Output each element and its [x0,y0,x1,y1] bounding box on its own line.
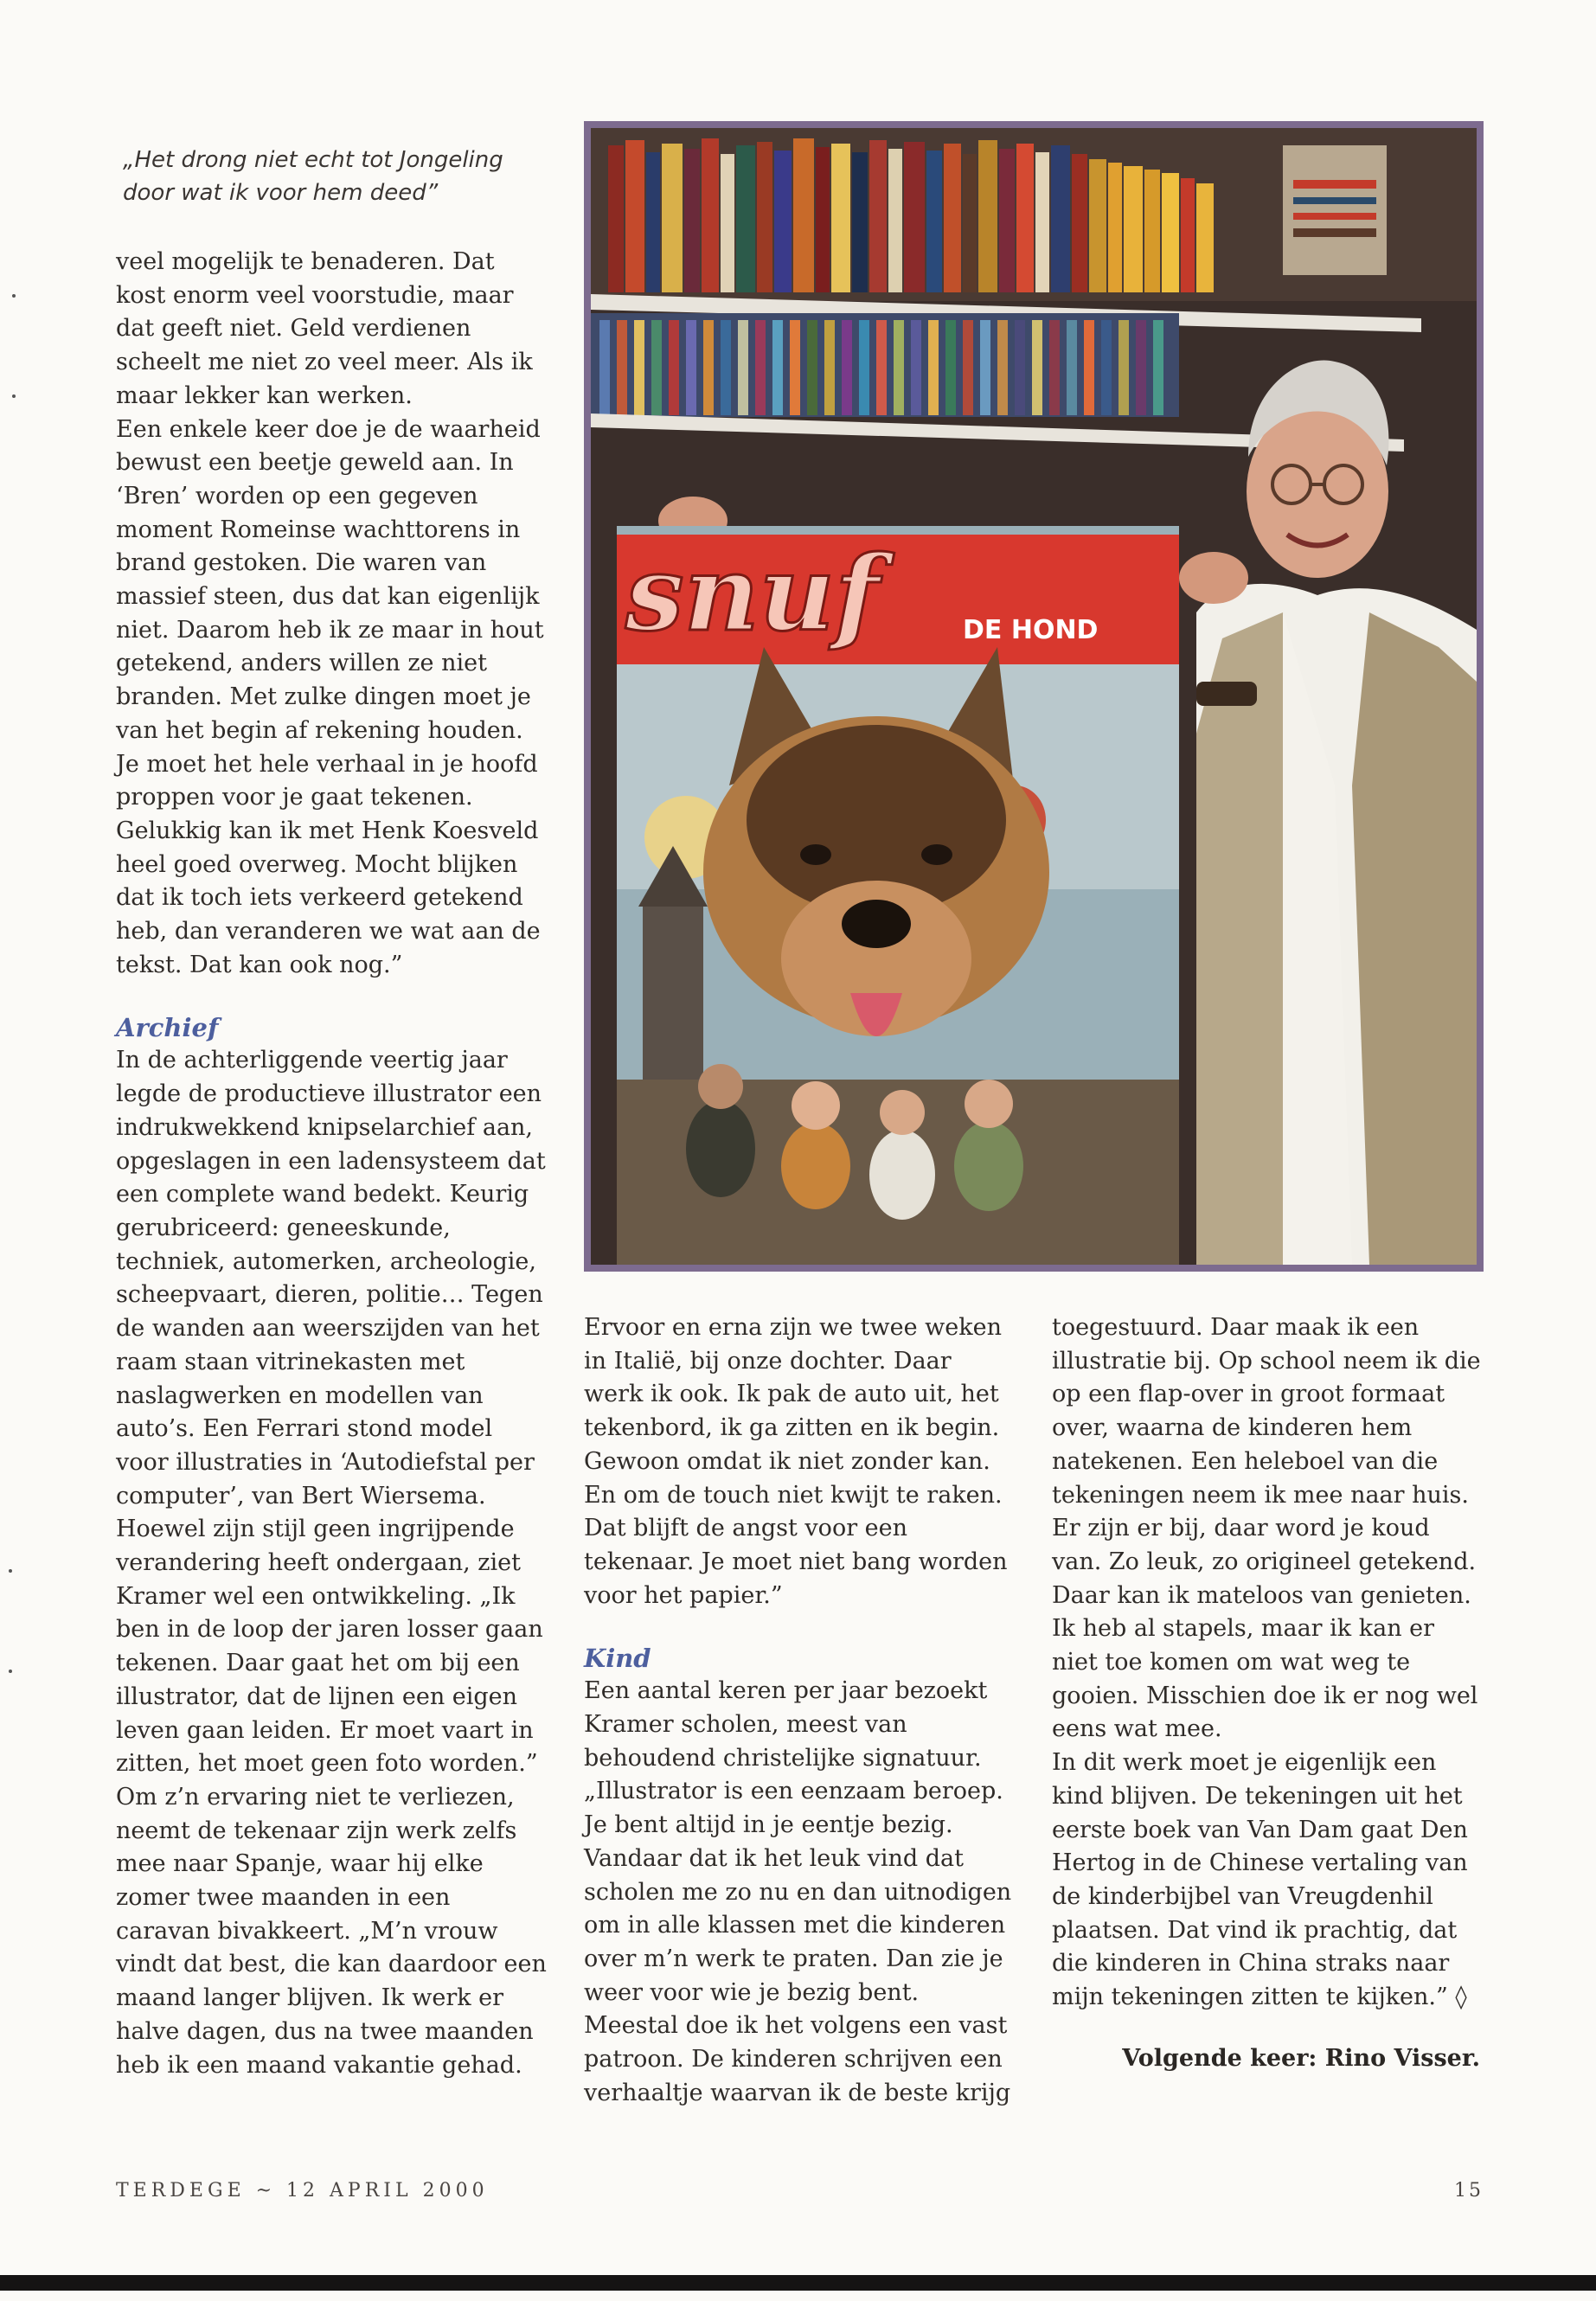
paragraph: In de achterliggende veertig jaar legde de productieve illustrator een indrukwekkend knipselarchief aan, opgeslagen in een ladensysteem dat een complete wand bedekt. Keurig gerubriceerd: geneeskunde, techniek, automerken, archeologie, scheepvaart, dieren, politie… Tegen de wanden aan weerszijden van het raam staan vitrinekasten met naslagwerken en modellen van auto’s. Een Ferrari stond model voor illustraties in ‘Autodiefstal per computer’, van Bert Wiersema. Hoewel zijn stijl geen ingrijpende verandering heeft ondergaan, ziet Kramer wel een ontwikkeling. „Ik ben in de loop der jaren losser gaan tekenen. Daar gaat het om bij een illustrator, dat de lijnen een eigen leven gaan leiden. Er moet vaart in zitten, het moet geen foto worden.” [116,1047,546,1778]
paragraph: toegestuurd. Daar maak ik een illustratie bij. Op school neem ik die op een flap-over in groot formaat over, waarna de kinderen hem natekenen. Een heleboel van die tekeningen neem ik mee naar huis. Er zijn er bij, daar word je koud van. Zo leuk, zo origineel getekend. Daar kan ik mateloos van genieten. Ik heb al stapels, maar ik kan er niet toe komen om wat weg te gooien. Misschien doe ik er nog wel eens wat mee. [1052,1314,1481,1743]
next-issue-teaser: Volgende keer: Rino Visser. [1122,2045,1480,2072]
illustrator-photo-illustration [591,128,1477,1265]
article-column-3 [1052,1311,1484,2015]
paragraph: Een enkele keer doe je de waarheid bewust een beetje geweld aan. In ‘Bren’ worden op een gegeven moment Romeinse wachttorens in brand gestoken. Die waren van massief steen, dus dat kan eigenlijk niet. Daarom heb ik ze maar in hout getekend, anders willen ze niet branden. Met zulke dingen moet je van het begin af rekening houden. Je moet het hele verhaal in je hoofd proppen voor je gaat tekenen. Gelukkig kan ik met Henk Koesveld heel goed overweg. Mocht blijken dat ik toch iets verkeerd getekend heb, dan veranderen we wat aan de tekst. Dat kan ook nog.” [116,415,544,978]
book-title: snuf [625,533,880,655]
scan-speck [9,1670,12,1673]
scan-edge-bar [0,2275,1596,2291]
paragraph: Om z’n ervaring niet te verliezen, neemt de tekenaar zijn werk zelfs mee naar Spanje, waar hij elke zomer twee maanden in een caravan bivakkeert. „M’n vrouw vindt dat best, die kan daardoor een maand langer blijven. Ik werk er halve dagen, dus na twee maanden heb ik een maand vakantie gehad. [116,1783,547,2079]
scan-speck [9,1569,12,1573]
paragraph: In dit werk moet je eigenlijk een kind blijven. De tekeningen uit het eerste boek van Van Dam gaat Den Hertog in de Chinese vertaling van de kinderbijbel van Vreugdenhil plaatsen. Dat vind ik prachtig, dat die kinderen in China straks naar mijn tekeningen zitten te kijken.” ◊ [1052,1749,1468,2011]
pull-quote: „Het drong niet echt tot Jongeling door wat ik voor hem deed” [123,147,503,206]
article-photo [584,121,1484,1272]
article-column-1 [116,246,548,2082]
section-heading-archief: Archief [116,1013,219,1043]
scan-speck [12,394,16,398]
page-number: 15 [1454,2180,1484,2202]
article-column-2 [584,1311,1012,2110]
paragraph: veel mogelijk te benaderen. Dat kost enorm veel voorstudie, maar dat geeft niet. Geld verdienen scheelt me niet zo veel meer. Als ik maar lekker kan werken. [116,248,533,409]
book-subtitle: DE HOND [963,615,1099,645]
paragraph: Een aantal keren per jaar bezoekt Kramer scholen, meest van behoudend christelijke signatuur. „Illustrator is een eenzaam beroep. Je bent altijd in je eentje bezig. Vandaar dat ik het leuk vind dat scholen me zo nu en dan uitnodigen om in alle klassen met die kinderen over m’n werk te praten. Dan zie je weer voor wie je bezig bent. Meestal doe ik het volgens een vast patroon. De kinderen schrijven een verhaaltje waarvan ik de beste krijg [584,1677,1012,2106]
footer-publication: TERDEGE ~ 12 APRIL 2000 [116,2180,489,2202]
paragraph: Ervoor en erna zijn we twee weken in Italië, bij onze dochter. Daar werk ik ook. Ik pak de auto uit, het tekenbord, ik ga zitten en ik begin. Gewoon omdat ik niet zonder kan. En om de touch niet kwijt te raken. Dat blijft de angst voor een tekenaar. Je moet niet bang worden voor het papier.” [584,1314,1008,1609]
section-heading-kind: Kind [584,1644,651,1674]
scan-speck [12,294,16,298]
